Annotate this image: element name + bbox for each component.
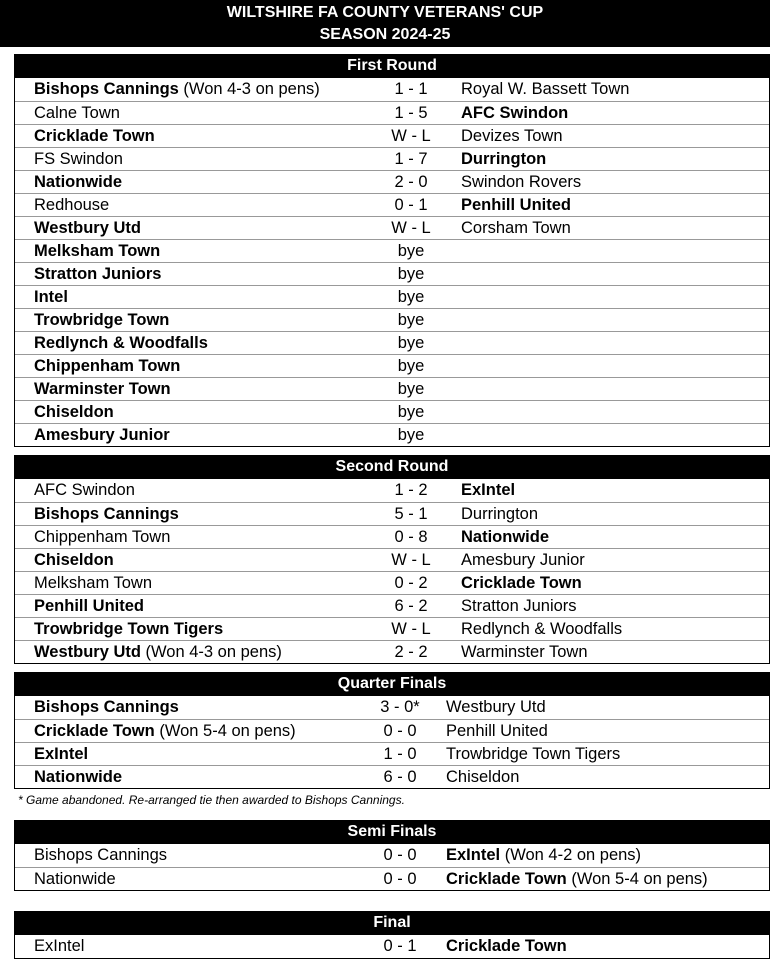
title-line1: WILTSHIRE FA COUNTY VETERANS' CUP xyxy=(226,4,544,21)
away-team xyxy=(446,935,567,958)
away-team xyxy=(461,549,585,572)
away-team-name: Durrington xyxy=(461,150,547,168)
home-team-name: Intel xyxy=(34,288,68,306)
away-pens-note: (Won 4-2 on pens) xyxy=(500,846,642,864)
home-team-name: Nationwide xyxy=(34,768,123,786)
round-final xyxy=(14,911,770,959)
home-team-name: ExIntel xyxy=(34,745,89,763)
match-score: bye xyxy=(397,426,425,444)
match-row xyxy=(15,594,769,617)
home-team-name: Melksham Town xyxy=(34,242,161,260)
match-score: 3 - 0* xyxy=(380,698,420,716)
home-team xyxy=(34,766,122,789)
away-team xyxy=(461,217,571,240)
away-team-name: Nationwide xyxy=(461,528,550,546)
home-team xyxy=(34,286,68,309)
away-team xyxy=(446,766,519,789)
home-pens-note: (Won 4-3 on pens) xyxy=(140,643,282,661)
round-header: Second Round xyxy=(14,455,770,479)
home-team xyxy=(34,743,88,766)
away-team-name: Devizes Town xyxy=(461,127,563,145)
match-row xyxy=(15,502,769,525)
home-team xyxy=(34,696,179,719)
home-team-name: Chippenham Town xyxy=(34,528,171,546)
match-row xyxy=(15,742,769,765)
away-team-name: Warminster Town xyxy=(461,643,588,661)
home-team xyxy=(34,641,282,664)
home-team-name: Chiseldon xyxy=(34,403,114,421)
home-team-name: Nationwide xyxy=(34,173,123,191)
away-team xyxy=(461,641,588,664)
home-team xyxy=(34,549,114,572)
round-header: Semi Finals xyxy=(14,820,770,844)
away-team xyxy=(461,78,629,101)
match-list xyxy=(14,78,770,447)
round-header: First Round xyxy=(14,54,770,78)
match-score: 1 - 0 xyxy=(383,745,417,763)
home-team-name: Cricklade Town xyxy=(34,127,155,145)
match-row xyxy=(15,423,769,446)
away-team-name: Cricklade Town xyxy=(461,574,582,592)
match-row xyxy=(15,400,769,423)
home-team-name: Melksham Town xyxy=(34,574,152,592)
match-row xyxy=(15,696,769,719)
home-team xyxy=(34,935,84,958)
match-row xyxy=(15,239,769,262)
home-team-name: Trowbridge Town xyxy=(34,311,170,329)
home-pens-note: (Won 4-3 on pens) xyxy=(178,80,320,98)
match-row xyxy=(15,308,769,331)
match-list xyxy=(14,844,770,891)
home-team-name: Penhill United xyxy=(34,597,145,615)
home-team-name: Bishops Cannings xyxy=(34,80,179,98)
home-team xyxy=(34,844,167,867)
away-team xyxy=(446,696,546,719)
title-line2: SEASON 2024-25 xyxy=(319,26,451,43)
away-team-name: Swindon Rovers xyxy=(461,173,582,191)
home-team xyxy=(34,401,114,424)
match-row xyxy=(15,331,769,354)
home-team xyxy=(34,125,155,148)
match-score: bye xyxy=(397,357,425,375)
match-score: 2 - 0 xyxy=(394,173,428,191)
match-row xyxy=(15,525,769,548)
away-team xyxy=(461,479,515,502)
home-team-name: Nationwide xyxy=(34,870,116,888)
away-team-name: Cricklade Town xyxy=(446,870,567,888)
match-score: bye xyxy=(397,288,425,306)
away-team xyxy=(461,125,563,148)
match-score: 0 - 8 xyxy=(394,528,428,546)
home-team xyxy=(34,148,123,171)
page-title xyxy=(0,0,770,47)
away-team-name: Corsham Town xyxy=(461,219,571,237)
match-score: bye xyxy=(397,403,425,421)
footnote: * Game abandoned. Re-arranged tie then awarded to Bishops Cannings. xyxy=(18,793,405,807)
home-team xyxy=(34,595,144,618)
home-team-name: Westbury Utd xyxy=(34,219,141,237)
home-team-name: Westbury Utd xyxy=(34,643,141,661)
match-score: bye xyxy=(397,265,425,283)
match-score: 0 - 1 xyxy=(394,196,428,214)
away-team xyxy=(461,526,549,549)
match-score: bye xyxy=(397,380,425,398)
home-team xyxy=(34,217,141,240)
match-row xyxy=(15,262,769,285)
away-team xyxy=(461,618,622,641)
home-team-name: Warminster Town xyxy=(34,380,171,398)
home-team-name: Calne Town xyxy=(34,104,120,122)
match-row xyxy=(15,617,769,640)
away-team xyxy=(461,102,568,125)
match-row xyxy=(15,867,769,890)
round-first xyxy=(14,54,770,447)
match-row xyxy=(15,78,769,101)
match-row xyxy=(15,170,769,193)
round-second xyxy=(14,455,770,664)
match-score: 0 - 1 xyxy=(383,937,417,955)
home-team xyxy=(34,171,122,194)
match-row xyxy=(15,640,769,663)
match-score: 6 - 0 xyxy=(383,768,417,786)
home-team-name: Bishops Cannings xyxy=(34,698,179,716)
home-team-name: Chiseldon xyxy=(34,551,114,569)
away-team-name: AFC Swindon xyxy=(461,104,569,122)
match-score: 0 - 0 xyxy=(383,870,417,888)
home-team xyxy=(34,78,320,101)
match-score: bye xyxy=(397,334,425,352)
away-team xyxy=(461,595,577,618)
home-team-name: Cricklade Town xyxy=(34,722,155,740)
match-score: 0 - 0 xyxy=(383,846,417,864)
match-row xyxy=(15,765,769,788)
round-header: Final xyxy=(14,911,770,935)
match-score: 0 - 0 xyxy=(383,722,417,740)
away-team-name: ExIntel xyxy=(446,846,501,864)
home-team xyxy=(34,868,116,891)
match-row xyxy=(15,548,769,571)
away-team xyxy=(461,503,538,526)
away-team-name: Royal W. Bassett Town xyxy=(461,80,630,98)
home-team xyxy=(34,378,171,401)
away-team-name: Chiseldon xyxy=(446,768,520,786)
match-score: 1 - 7 xyxy=(394,150,428,168)
home-team xyxy=(34,332,208,355)
home-team xyxy=(34,424,170,447)
home-team xyxy=(34,355,180,378)
match-score: W - L xyxy=(391,620,431,638)
home-team-name: Stratton Juniors xyxy=(34,265,162,283)
away-team xyxy=(461,194,571,217)
away-team xyxy=(461,171,581,194)
home-team-name: Bishops Cannings xyxy=(34,846,167,864)
home-team-name: Bishops Cannings xyxy=(34,505,179,523)
away-team-name: Trowbridge Town Tigers xyxy=(446,745,621,763)
match-row xyxy=(15,101,769,124)
away-team-name: Penhill United xyxy=(461,196,572,214)
away-team xyxy=(446,720,548,743)
away-team-name: Penhill United xyxy=(446,722,548,740)
home-team xyxy=(34,526,170,549)
home-team-name: Trowbridge Town Tigers xyxy=(34,620,224,638)
match-row xyxy=(15,844,769,867)
home-team-name: ExIntel xyxy=(34,937,85,955)
away-pens-note: (Won 5-4 on pens) xyxy=(566,870,708,888)
away-team xyxy=(446,743,620,766)
match-score: bye xyxy=(397,242,425,260)
home-team xyxy=(34,309,169,332)
match-score: W - L xyxy=(391,127,431,145)
match-row xyxy=(15,147,769,170)
home-team xyxy=(34,194,109,217)
match-score: 1 - 5 xyxy=(394,104,428,122)
away-team xyxy=(461,148,546,171)
home-team xyxy=(34,720,296,743)
home-team-name: Amesbury Junior xyxy=(34,426,170,444)
home-team xyxy=(34,503,179,526)
match-score: 1 - 1 xyxy=(394,80,428,98)
round-quarter-finals xyxy=(14,672,770,789)
match-row xyxy=(15,216,769,239)
match-list xyxy=(14,696,770,789)
away-team-name: Redlynch & Woodfalls xyxy=(461,620,623,638)
away-team-name: Westbury Utd xyxy=(446,698,546,716)
match-row xyxy=(15,479,769,502)
home-team-name: Redhouse xyxy=(34,196,110,214)
away-team xyxy=(446,844,641,867)
home-team-name: FS Swindon xyxy=(34,150,123,168)
match-score: 5 - 1 xyxy=(394,505,428,523)
match-score: bye xyxy=(397,311,425,329)
round-semi-finals xyxy=(14,820,770,891)
away-team xyxy=(446,868,708,891)
match-list xyxy=(14,935,770,959)
match-score: 6 - 2 xyxy=(394,597,428,615)
away-team-name: ExIntel xyxy=(461,481,516,499)
match-row xyxy=(15,354,769,377)
match-score: 2 - 2 xyxy=(394,643,428,661)
home-team xyxy=(34,618,223,641)
match-score: W - L xyxy=(391,219,431,237)
match-row xyxy=(15,719,769,742)
home-team xyxy=(34,572,152,595)
round-header: Quarter Finals xyxy=(14,672,770,696)
home-team xyxy=(34,102,120,125)
match-score: 0 - 2 xyxy=(394,574,428,592)
away-team xyxy=(461,572,582,595)
match-row xyxy=(15,193,769,216)
match-score: W - L xyxy=(391,551,431,569)
home-team-name: Redlynch & Woodfalls xyxy=(34,334,208,352)
home-team xyxy=(34,263,161,286)
away-team-name: Stratton Juniors xyxy=(461,597,577,615)
home-pens-note: (Won 5-4 on pens) xyxy=(154,722,296,740)
home-team-name: AFC Swindon xyxy=(34,481,135,499)
match-score: 1 - 2 xyxy=(394,481,428,499)
away-team-name: Durrington xyxy=(461,505,539,523)
match-row xyxy=(15,377,769,400)
home-team-name: Chippenham Town xyxy=(34,357,181,375)
match-row xyxy=(15,285,769,308)
match-row xyxy=(15,935,769,958)
away-team-name: Amesbury Junior xyxy=(461,551,585,569)
home-team xyxy=(34,240,160,263)
match-list xyxy=(14,479,770,664)
match-row xyxy=(15,571,769,594)
match-row xyxy=(15,124,769,147)
away-team-name: Cricklade Town xyxy=(446,937,567,955)
home-team xyxy=(34,479,135,502)
